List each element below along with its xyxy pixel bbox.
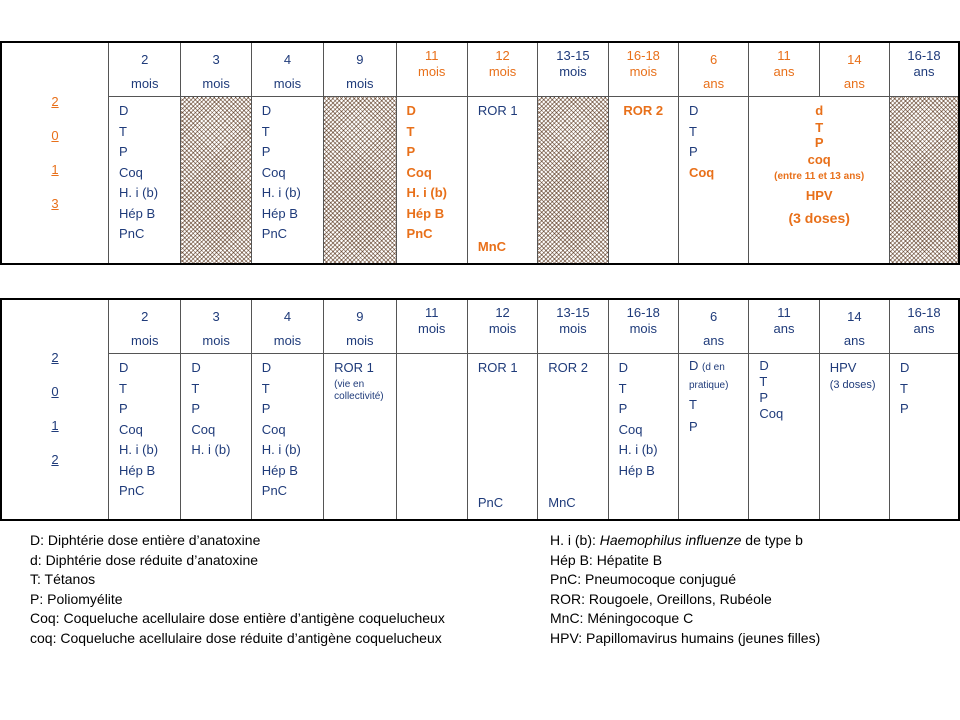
header-4-mois: 4 mois: [251, 299, 323, 354]
header-16-18-mois: 16-18 mois: [608, 42, 678, 97]
cell-9-mois: ROR 1 (vie en collectivité): [324, 354, 396, 520]
header-9-mois: 9 mois: [324, 42, 396, 97]
header-16-18-ans: 16-18 ans: [890, 299, 959, 354]
legend-item: HPV: Papillomavirus humains (jeunes filles): [550, 629, 821, 646]
header-13-15-mois: 13-15 mois: [538, 42, 608, 97]
schedule-2013-table: [0, 41, 960, 265]
header-14-ans: 14 ans: [819, 299, 889, 354]
cell-3-mois: D T P Coq H. i (b): [181, 354, 251, 520]
header-11-mois: 11 mois: [396, 299, 467, 354]
cell-16-18-mois: ROR 2: [608, 97, 678, 264]
cell-2-mois: D T P Coq H. i (b) Hép B PnC: [109, 97, 181, 264]
cell-11-mois: D T P Coq H. i (b) Hép B PnC: [396, 97, 467, 264]
cell-6-ans: D (d en pratique) T P: [678, 354, 748, 520]
header-13-15-mois: 13-15 mois: [538, 299, 608, 354]
legend-item: PnC: Pneumocoque conjugué: [550, 571, 737, 587]
cell-16-18-ans: D T P: [890, 354, 959, 520]
legend-item: T: Tétanos: [30, 571, 96, 587]
schedule-2012-table: [0, 298, 960, 521]
cell-11-14-ans: d T P coq (entre 11 et 13 ans) HPV (3 doses): [749, 97, 890, 264]
header-6-ans: 6 ans: [678, 299, 748, 354]
legend-item: P: Poliomyélite: [30, 590, 123, 607]
cell-12-mois: ROR 1 MnC: [467, 97, 537, 264]
cell-13-15-mois: ROR 2 MnC: [538, 354, 608, 520]
legend-left: [30, 531, 445, 648]
year-2013: 2 0 1 3: [1, 42, 109, 264]
cell-4-mois: D T P Coq H. i (b) Hép B PnC: [251, 97, 323, 264]
legend-item: MnC: Méningocoque C: [550, 610, 694, 626]
header-9-mois: 9 mois: [324, 299, 396, 354]
legend-item: Coq: Coqueluche acellulaire dose entière d’antigène coquelucheux: [30, 610, 445, 626]
cell-11-mois: [396, 354, 467, 520]
cell-16-18-mois: D T P Coq H. i (b) Hép B: [608, 354, 678, 520]
legend-item: D: Diphtérie dose entière d’anatoxine: [30, 532, 261, 548]
hatched-cell-9-mois: [324, 97, 396, 264]
header-2-mois: 2 mois: [109, 42, 181, 97]
cell-2-mois: D T P Coq H. i (b) Hép B PnC: [109, 354, 181, 520]
legend-item: Hép B: Hépatite B: [550, 551, 663, 568]
header-2-mois: 2 mois: [109, 299, 181, 354]
hatched-cell-16-18-ans: [890, 97, 959, 264]
legend-item-hib: H. i (b): Haemophilus influenze de type b: [550, 532, 803, 548]
cell-6-ans: D T P Coq: [678, 97, 748, 264]
legend-item: ROR: Rougoele, Oreillons, Rubéole: [550, 590, 772, 607]
header-14-ans: 14 ans: [819, 42, 889, 97]
cell-14-ans: HPV (3 doses): [819, 354, 889, 520]
header-11-ans: 11 ans: [749, 299, 819, 354]
cell-4-mois: D T P Coq H. i (b) Hép B PnC: [251, 354, 323, 520]
header-3-mois: 3 mois: [181, 42, 251, 97]
legend-item: d: Diphtérie dose réduite d’anatoxine: [30, 551, 259, 568]
cell-11-ans: D T P Coq: [749, 354, 819, 520]
header-3-mois: 3 mois: [181, 299, 251, 354]
year-2012: 2 0 1 2: [1, 299, 109, 520]
header-12-mois: 12 mois: [467, 42, 537, 97]
legend-item: coq: Coqueluche acellulaire dose réduite d’antigène coquelucheux: [30, 629, 442, 646]
header-16-18-mois: 16-18 mois: [608, 299, 678, 354]
header-16-18-ans: 16-18 ans: [890, 42, 959, 97]
header-4-mois: 4 mois: [251, 42, 323, 97]
cell-12-mois: ROR 1 PnC: [467, 354, 537, 520]
legend-right: [550, 531, 820, 648]
hatched-cell-3-mois: [181, 97, 251, 264]
header-12-mois: 12 mois: [467, 299, 537, 354]
header-11-mois: 11 mois: [396, 42, 467, 97]
hatched-cell-13-15-mois: [538, 97, 608, 264]
header-6-ans: 6 ans: [678, 42, 748, 97]
header-11-ans: 11 ans: [749, 42, 819, 97]
